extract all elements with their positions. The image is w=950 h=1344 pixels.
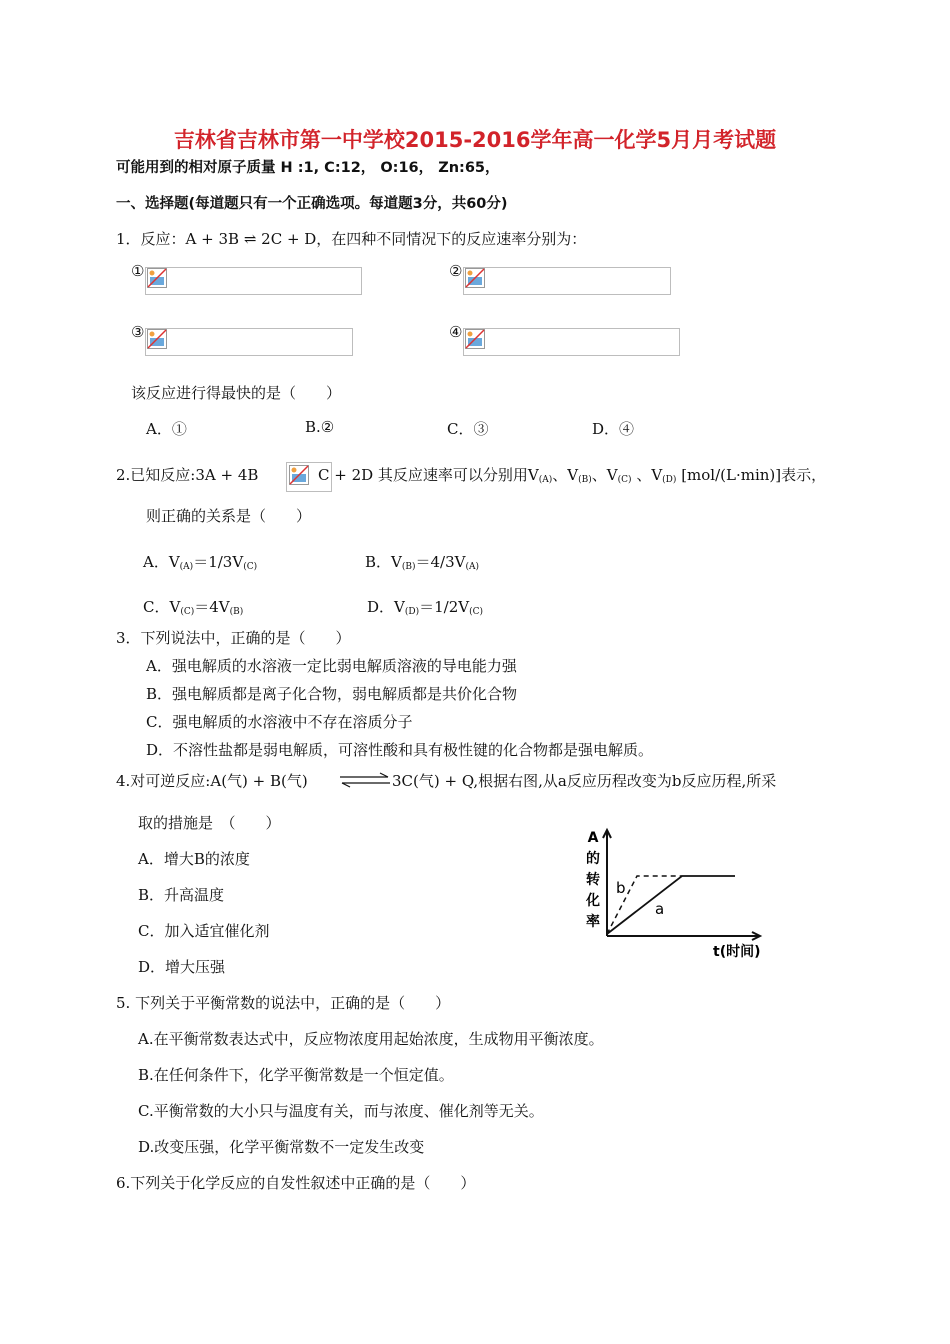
q5-stem: 5. 下列关于平衡常数的说法中，正确的是（ ） bbox=[116, 994, 451, 1012]
graph-y-label-5: 率 bbox=[586, 914, 600, 930]
q3-option-c: C．强电解质的水溶液中不存在溶质分子 bbox=[146, 713, 413, 731]
broken-image-icon bbox=[147, 329, 167, 349]
q1-mark-2: ② bbox=[449, 262, 463, 280]
conversion-rate-graph bbox=[585, 826, 785, 964]
q3-option-b: B．强电解质都是离子化合物，弱电解质都是共价化合物 bbox=[146, 685, 518, 703]
q2-stem-part1: 2.已知反应:3A + 4B bbox=[116, 466, 259, 484]
q1-option-d: D．④ bbox=[592, 420, 635, 438]
q1-question: 该反应进行得最快的是（ ） bbox=[131, 384, 342, 402]
q2-stem-line bbox=[318, 464, 826, 485]
q1-rate-box-1 bbox=[145, 267, 362, 295]
q3-stem: 3．下列说法中，正确的是（ ） bbox=[116, 629, 351, 647]
atomic-masses: 可能用到的相对原子质量 H :1, C:12， O:16， Zn:65， bbox=[116, 160, 500, 176]
q6-stem: 6.下列关于化学反应的自发性叙述中正确的是（ ） bbox=[116, 1174, 476, 1192]
q2-question: 则正确的关系是（ ） bbox=[146, 507, 312, 525]
q2-option-b: B．$V_{(B)}=4/3V_{(A)}$ bbox=[365, 553, 480, 572]
q4-option-c: C．加入适宜催化剂 bbox=[138, 922, 270, 940]
q4-stem-line2: 取的措施是 （ ） bbox=[138, 814, 281, 832]
q2-option-d: D．$V_{(D)}=1/2V_{(C)}$ bbox=[367, 598, 484, 617]
q1-rate-box-3 bbox=[145, 328, 353, 356]
q1-stem: 1．反应：A + 3B ⇌ 2C + D，在四种不同情况下的反应速率分别为： bbox=[116, 230, 587, 248]
graph-y-label-1: A bbox=[587, 830, 599, 846]
broken-image-icon bbox=[147, 268, 167, 288]
q1-rate-box-4 bbox=[463, 328, 680, 356]
curve-b-label: b bbox=[616, 879, 626, 897]
page-title: 吉林省吉林市第一中学校2015-2016学年高一化学5月月考试题 bbox=[173, 128, 777, 152]
graph-x-label: t(时间) bbox=[713, 944, 761, 960]
graph-y-label-3: 转 bbox=[586, 872, 600, 888]
rate-vb: 、V bbox=[552, 466, 579, 484]
q4-stem-part1: 4.对可逆反应:A(气) + B(气) bbox=[116, 772, 308, 790]
q1-rate-box-2 bbox=[463, 267, 671, 295]
q2-option-a: A．$V_{(A)}=1/3V_{(C)}$ bbox=[143, 553, 258, 572]
graph-y-label-2: 的 bbox=[586, 851, 600, 867]
q1-mark-4: ④ bbox=[449, 323, 463, 341]
q3-option-a: A．强电解质的水溶液一定比弱电解质溶液的导电能力强 bbox=[146, 657, 517, 675]
curve-a-label: a bbox=[655, 900, 665, 918]
graph-y-label-4: 化 bbox=[586, 893, 600, 909]
equilibrium-arrow-icon bbox=[338, 772, 392, 788]
section-heading: 一、选择题(每道题只有一个正确选项。每道题3分，共60分) bbox=[116, 196, 508, 212]
q1-mark-1: ① bbox=[131, 262, 145, 280]
rate-va: V bbox=[527, 466, 539, 484]
broken-image-icon bbox=[289, 465, 309, 485]
q1-option-a: A．① bbox=[146, 420, 187, 438]
q5-option-b: B.在任何条件下，化学平衡常数是一个恒定值。 bbox=[138, 1066, 454, 1084]
q5-option-d: D.改变压强，化学平衡常数不一定发生改变 bbox=[138, 1138, 425, 1156]
q3-option-d: D．不溶性盐都是弱电解质，可溶性酸和具有极性键的化合物都是强电解质。 bbox=[146, 741, 654, 759]
rate-vc-sub: (C) bbox=[617, 475, 632, 485]
q4-option-d: D．增大压强 bbox=[138, 958, 226, 976]
rate-vc: 、V bbox=[591, 466, 618, 484]
q1-option-b: B.② bbox=[305, 418, 335, 436]
rate-vd: 、V bbox=[636, 466, 663, 484]
q4-option-a: A．增大B的浓度 bbox=[138, 850, 250, 868]
q2-option-c: C．$V_{(C)}=4V_{(B)}$ bbox=[143, 598, 244, 617]
rate-vb-sub: (B) bbox=[578, 475, 592, 485]
q4-option-b: B．升高温度 bbox=[138, 886, 225, 904]
rate-va-sub: (A) bbox=[538, 475, 553, 485]
q1-mark-3: ③ bbox=[131, 323, 145, 341]
q1-option-c: C．③ bbox=[447, 420, 489, 438]
rate-unit: [mol/(L·min)]表示， bbox=[681, 466, 827, 484]
q5-option-a: A.在平衡常数表达式中，反应物浓度用起始浓度，生成物用平衡浓度。 bbox=[138, 1030, 604, 1048]
q2-stem-part2: C + 2D 其反应速率可以分别用 bbox=[318, 466, 528, 484]
q5-option-c: C.平衡常数的大小只与温度有关，而与浓度、催化剂等无关。 bbox=[138, 1102, 544, 1120]
curve-a-line bbox=[607, 876, 735, 934]
broken-image-icon bbox=[465, 329, 485, 349]
broken-image-icon bbox=[465, 268, 485, 288]
q4-stem-part2: 3C(气) + Q,根据右图,从a反应历程改变为b反应历程,所采 bbox=[392, 772, 777, 790]
rate-vd-sub: (D) bbox=[662, 475, 677, 485]
